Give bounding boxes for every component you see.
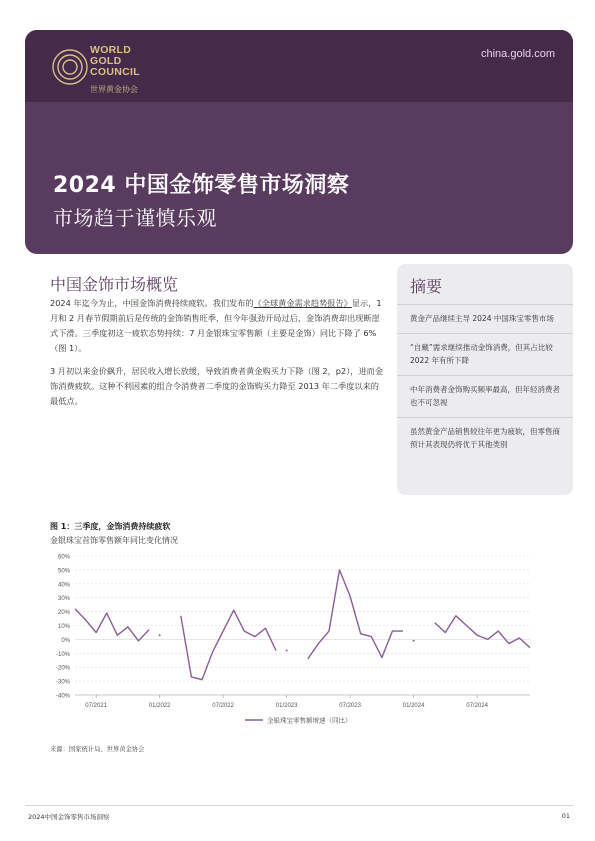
x-tick-label: 07/2023 <box>339 703 361 709</box>
logo-chinese-name: 世界黄金协会 <box>90 85 138 94</box>
cover-banner <box>25 30 573 254</box>
body-text <box>50 296 384 417</box>
x-tick-label: 01/2024 <box>402 703 425 709</box>
paragraph-1 <box>50 296 384 356</box>
x-tick-label: 07/2022 <box>212 703 234 709</box>
footer-divider <box>25 805 573 806</box>
x-tick-label: 01/2023 <box>275 703 298 709</box>
summary-item: 黄金产品继续主导 2024 中国珠宝零售市场 <box>397 304 573 333</box>
figure-source: 来源：国家统计局、世界黄金协会 <box>50 746 145 753</box>
summary-box <box>397 264 573 495</box>
y-tick-label: 10% <box>57 624 70 630</box>
data-point <box>413 640 415 642</box>
y-tick-label: 60% <box>57 554 70 561</box>
paragraph-2: 3 月初以来金价飙升，居民收入增长放缓，导致消费者黄金购买力下降（图 2，p2），进而金饰消费疲软。这种不利因素的组合令消费者二季度的金饰购买力降至 2013 年二季度以来的最低点。 <box>50 366 384 406</box>
y-tick-label: 0% <box>61 637 70 644</box>
x-tick-label: 07/2021 <box>85 703 108 709</box>
figure-subcaption: 金银珠宝首饰零售额年同比变化情况 <box>50 536 178 545</box>
summary-item: 虽然黄金产品销售较往年更为疲软，但零售商预计其表现仍将优于其他类别 <box>397 417 573 459</box>
footer-report-name: 2024中国金饰零售市场洞察 <box>28 813 110 821</box>
y-tick-label: -30% <box>55 679 70 686</box>
x-tick-label: 01/2022 <box>148 703 171 709</box>
logo-line-world: WORLD <box>90 44 132 56</box>
report-subtitle: 市场趋于谨慎乐观 <box>53 206 217 230</box>
site-url-link[interactable]: china.gold.com <box>481 48 555 60</box>
y-tick-label: -10% <box>55 651 70 658</box>
page-number: 01 <box>561 812 570 820</box>
summary-list <box>397 304 573 459</box>
y-tick-label: -20% <box>55 665 70 672</box>
y-tick-label: 50% <box>57 568 70 575</box>
summary-item: 中年消费者金饰购买频率最高，但年轻消费者也不可忽视 <box>397 375 573 417</box>
summary-item: “自戴”需求继续推动金饰消费，但其占比较 2022 年有所下降 <box>397 333 573 375</box>
figure-caption: 图 1：三季度，金饰消费持续疲软 <box>50 522 171 531</box>
report-link[interactable]: 《全球黄金需求趋势报告》 <box>253 298 352 308</box>
logo-line-council: COUNCIL <box>90 66 140 78</box>
logo-line-gold: GOLD <box>90 55 122 67</box>
jewellery-retail-growth-chart <box>45 550 545 738</box>
y-tick-label: 40% <box>57 582 70 589</box>
logo-wordmark <box>90 45 140 78</box>
x-tick-label: 07/2024 <box>466 703 488 709</box>
y-tick-label: 20% <box>57 610 70 617</box>
legend-label: 金银珠宝零售额增速（同比） <box>267 716 352 725</box>
data-point <box>286 650 288 652</box>
series-line <box>75 570 530 680</box>
summary-title: 摘要 <box>410 277 443 296</box>
data-point <box>159 634 161 636</box>
section-heading: 中国金饰市场概览 <box>50 275 179 294</box>
paragraph-1-text-b: 显示，1 月和 2 月春节假期前后是传统的金饰销售旺季，但今年强劲开局过后，金饰消费却出现断崖式下滑。三季度初这一疲软态势持续：7 月金银珠宝零售额（主要是金饰）同比下降了 6%（图 1）。 <box>50 298 382 353</box>
report-title: 2024 中国金饰零售市场洞察 <box>53 173 350 198</box>
y-tick-label: -40% <box>55 693 70 700</box>
y-tick-label: 30% <box>57 596 70 603</box>
top-bar <box>25 30 573 102</box>
paragraph-1-text-a: 2024 年迄今为止，中国金饰消费持续疲软。我们发布的 <box>50 298 254 308</box>
